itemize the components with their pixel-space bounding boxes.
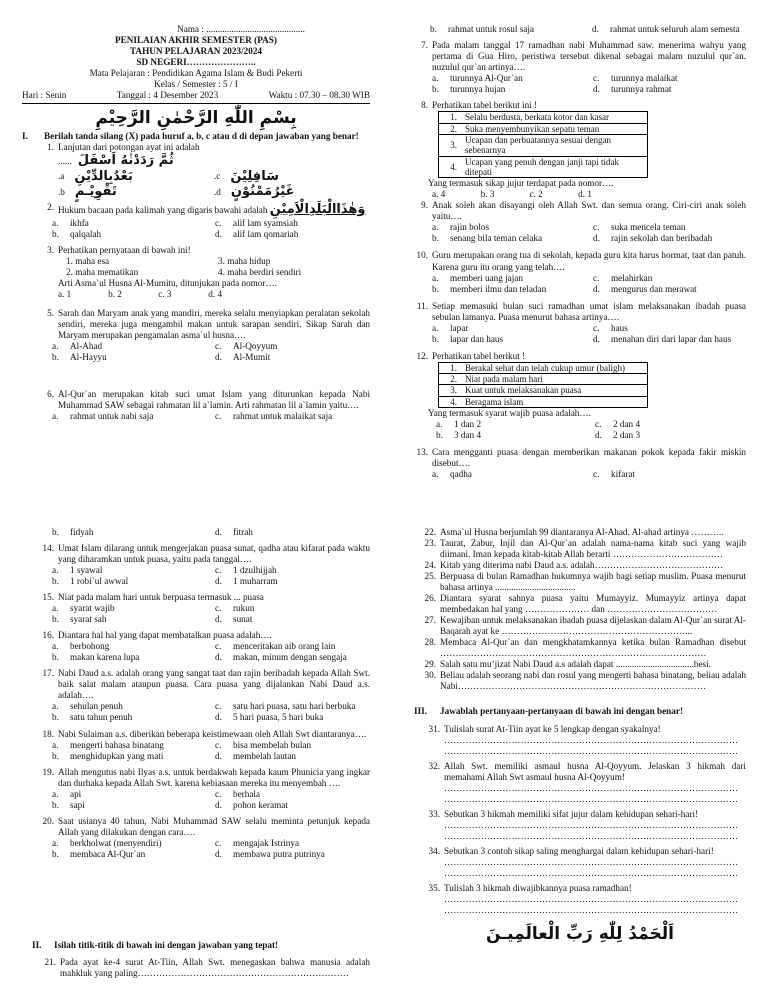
q6-option-c[interactable]: rahmat untuk malaikat saja (233, 411, 333, 422)
q20-option-c[interactable]: mengajak Istrinya (233, 837, 300, 848)
table-row: 2. Suka menyembunyikan sepatu teman (439, 123, 648, 134)
list-item[interactable]: 35. Tulislah 3 hikmah diwajibkannya puasa ramadhan! …………………………………………………………………………………… …………………………………………………………………………………… (428, 882, 738, 915)
essay-list (414, 724, 746, 917)
exam-title: PENILAIAN AKHIR SEMESTER (PAS) (115, 35, 277, 46)
q13-option-a[interactable]: qadha (450, 469, 472, 480)
question-6: 6. Al-Qur`an merupakan kitab suci umat Islam yang diturunkan kepada Nabi Muhammad SAW sebagai rahmatan lil a`lamin. Arti rahmatan lil a`lamin yaitu…. a. rahmat untuk nabi saja c. rahmat untuk malaikat saja (47, 389, 370, 422)
q5-option-d[interactable]: Al-Mumit (233, 352, 271, 362)
q7-option-c[interactable]: turunnya malaikat (611, 73, 678, 84)
question-15: 15. Niat pada malam hari untuk berpuasa termasuk ... puasa a. syarat wajib c. rukun b. syarat sah d. sunat (42, 592, 264, 625)
q3-option-a[interactable]: a. 1 (58, 288, 72, 299)
q2-option-c[interactable]: alif lam syamsiah (233, 217, 298, 228)
q14-option-b[interactable]: 1 robi`ul awwal (70, 576, 129, 587)
school-name: SD NEGERI………………….. (136, 57, 256, 68)
question-3: 3. Perhatikan pernyataan di bawah ini! 1. maha esa 3. maha hidup 2. maha mematikan 4. maha berdiri sendiri Arti Asma`ul Husna Al-Mumitu, ditunjukan pada nomor…. a. 1 b. 2 c. 3 d. 4 (47, 244, 302, 299)
q16-option-a[interactable]: berbohong (70, 641, 110, 652)
q11-option-c[interactable]: haus (611, 322, 628, 333)
question-1: 1. Lanjutan dari potongan ayat ini adalah ...... ثُمَّ رَدَدْنٰهُ اَسْفَلَ .a بَعْدُبِالدِّيْنِ .c سَافِلِيْنَ .b تَقْوِيْـمٍ .d غَيْرُمَمْنُوْنٍ (47, 142, 295, 200)
q7-option-b[interactable]: turunnya hujan (450, 84, 506, 95)
q7-option-d[interactable]: turunnya rahmat (611, 84, 672, 95)
q19-option-b[interactable]: sapi (70, 799, 85, 810)
q8-table (438, 111, 648, 178)
name-line: Nama : ........................................... (177, 24, 305, 34)
q12-option-d[interactable]: 2 dan 3 (613, 430, 641, 441)
q16-option-b[interactable]: makan karena lupa (70, 652, 140, 663)
q12-option-b[interactable]: 3 dan 4 (454, 430, 482, 441)
section-2 (32, 940, 370, 979)
list-item[interactable]: 24. Kitab yang diterima nabi Daud a.s. adalah…………………………………… (424, 560, 724, 571)
academic-year: TAHUN PELAJARAN 2023/2024 (129, 46, 263, 57)
list-item[interactable]: 27. Kewajiban untuk melaksanakan ibadah puasa dijelaskan dalam Al-Qur`an surat Al-Baqarah ayat ke ……………………………………………………... (424, 615, 746, 637)
question-9: 9. Anak soleh akan disayangi oleh Allah Swt. dan semua orang. Ciri-ciri anak soleh yaitu…. a. rajin bolos c. suka mencela teman b. senang bila teman celaka d. rajin sekolah dan beribadah (421, 200, 746, 244)
question-21[interactable]: 21. Pada ayat ke-4 surat At-Tiin, Allah Swt. menegaskan bahwa manusia adalah mahkluk yang paling…………………………………………………………… (44, 957, 370, 979)
question-13: 13. Cara mengganti puasa dengan memberikan makanan pokok kepada fakir miskin disebut…. a. qadha c. kifarat (416, 447, 746, 480)
header-divider (22, 103, 370, 104)
question-17: 17. Nabi Daud a.s. adalah orang yang sangat taat dan rajin beribadah kepada Allah Swt. baik salat malam ataupun puasa. Cara puasa yang dijalankan Nabi Daud a.s. adalah…. a. sehulan penuh c. satu hari puasa, satu hari berbuka b. satu tahun penuh d. 5 hari puasa, 5 hari buka (42, 668, 370, 723)
question-18: 18. Nabi Sulaiman a.s. diberikan beberapa keistimewaan oleh Allah Swt diantaranya…. a. mengerti bahasa binatang c. bisa membelah bulan b. menghidupkan yang mati d. membelah lautan (42, 728, 367, 761)
class-line: Kelas / Semester : 5 / I (154, 79, 238, 90)
q1-option-a[interactable]: بَعْدُبِالدِّيْنِ (74, 168, 133, 184)
q18-option-b[interactable]: menghidupkan yang mati (70, 750, 164, 761)
q8-option-b[interactable]: b. 3 (480, 189, 495, 200)
q10-option-a[interactable]: memberi uang jajan (450, 272, 523, 283)
question-11: 11. Setiap memasuki bulan suci ramadhan umat islam melaksanakan ibadah puasa sebulan lamanya. Puasa menurut bahasa artinya…. a. lapar c. haus b. lapar dan haus d. menahan diri dari lapar dan haus (416, 300, 746, 344)
section-1-title: I. Berilah tanda silang (X) pada huruf a, b, c atau d di depan jawaban yang benar! (22, 131, 359, 142)
hamdalah: اَلْحَمْدُ لِلّٰهِ رَبِّ الْعالَمِيـنَ (486, 924, 674, 944)
q3-option-c[interactable]: c. 3 (158, 288, 172, 299)
list-item[interactable]: 26. Diantara syarat sahnya puasa yaitu Mumayyiz. Mumayyiz artinya dapat membedakan hal yang ………………… dan ……………………………… (424, 593, 746, 615)
q6-option-d[interactable]: rahmat untuk seluruh alam semesta (610, 24, 740, 34)
q20-option-d[interactable]: membawa putra putrinya (233, 848, 325, 859)
q6-option-a[interactable]: rahmat untuk nabi saja (70, 411, 154, 422)
header (22, 24, 370, 104)
list-item[interactable]: 28. Membaca Al-Qur`an dan mengkhatamkannya ketika bulan Ramadhan disebut …………………………………………………………………………… (424, 637, 746, 659)
q17-option-a[interactable]: sehulan penuh (70, 701, 123, 712)
section-2-title: II. Isilah titik-titik di bawah ini dengan jawaban yang tepat! (32, 940, 279, 950)
q15-option-b[interactable]: syarat sah (70, 614, 107, 625)
question-16: 16. Diantara hal hal yang dapat membatalkan puasa adalah…. a. berbohong c. menceritakan aib orang lain b. makan karena lupa d. makan, minum dengan sengaja (42, 630, 347, 663)
time: Waktu : 07.30 – 08.30 WIB (268, 90, 370, 101)
q2-option-a[interactable]: ikhfa (70, 217, 89, 228)
q6-continued: b. rahmat untuk rosul saja d. rahmat untuk seluruh alam semesta (430, 24, 740, 34)
q13-option-c[interactable]: kifarat (611, 469, 635, 480)
q7-option-a[interactable]: turunnya Al-Qur`an (450, 73, 523, 84)
question-7: 7. Pada malam tanggal 17 ramadhan nabi Muhammad saw. menerima wahyu yang pertama di Gua Hiro, peristiwa tersebut dikenal sebagai malam nuzulul qur`an. nuzulul qur`an artinya…. a. turunnya Al-Qur`an c. turunnya malaikat b. turunnya hujan d. turunnya rahmat (421, 40, 746, 95)
q9-option-b[interactable]: senang bila teman celaka (450, 233, 543, 244)
q13-option-b[interactable]: fidyah (70, 527, 94, 537)
q5-option-b[interactable]: Al-Hayyu (70, 352, 107, 362)
table-row: 3. Ucapan dan perbuatannya sesuai dengan sebenarnya (439, 134, 648, 156)
q1-arabic-verse: ثُمَّ رَدَدْنٰهُ اَسْفَلَ (77, 153, 174, 169)
q18-option-c[interactable]: bisa membelah bulan (233, 739, 312, 750)
q8-option-d[interactable]: d. 1 (578, 189, 592, 200)
left-column-bottom (36, 527, 370, 860)
q10-option-b[interactable]: memberi ilmu dan teladan (450, 283, 547, 294)
q3-option-d[interactable]: d. 4 (208, 288, 223, 299)
question-10: 10. Guru merupakan orang tua di sekolah, kepada guru kita harus hormat, taat dan patuh. Karena guru itu orang yang telah…. a. memberi uang jajan c. melahirkan b. memberi ilmu dan teladan d. mengurus dan merawat (416, 250, 746, 294)
q8-option-c[interactable]: c. 2 (529, 189, 543, 200)
table-row: 3. Kuat untuk melaksanakan puasa (439, 385, 648, 396)
q9-option-a[interactable]: rajin bolos (450, 222, 490, 233)
list-item[interactable]: 29. Salah satu mu’jizat Nabi Daud a.s adalah dapat ..................................besi. (424, 659, 711, 670)
q10-option-c[interactable]: melahirkan (611, 272, 653, 283)
q15-option-d[interactable]: sunat (233, 614, 253, 625)
q19-option-d[interactable]: pohon keramat (233, 799, 288, 810)
right-column-bottom (414, 527, 746, 944)
left-column-top (22, 24, 370, 422)
list-item[interactable]: 32. Allah Swt. memiliki asmaul husna Al-Qoyyum. Jelaskan 3 hikmah dari memahami Allah Swt asmaul husna Al-Qoyyum! …………………………………………………………………………………… …………………………………………………………………………………… (428, 760, 746, 804)
q19-option-a[interactable]: api (70, 788, 82, 799)
q11-option-b[interactable]: lapar dan haus (450, 333, 504, 344)
q2-arabic-phrase: وَهٰذَاالْبَلَدِالْاَمِيْنِ (269, 202, 366, 218)
q13-continued: b. fidyah d. fitrah (52, 527, 253, 537)
question-5: 5. Sarah dan Maryam anak yang mandiri, mereka selalu menyiapkan peralatan sekolah sendiri, mereka juga mengambil makan untuk sarapan sendiri. Sikap Sarah dan Maryam merupakan pengamalan asma`ul husna…. a. Al-Ahad c. Al-Qoyyum b. Al-Hayyu d. Al-Mumit (47, 307, 370, 362)
q12-option-a[interactable]: 1 dan 2 (454, 419, 482, 430)
q15-option-c[interactable]: rukun (233, 603, 255, 614)
q1-option-b[interactable]: تَقْوِيْـمٍ (74, 184, 117, 200)
section-3-title: III. Jawablah pertanyaan-pertanyaan di bawah ini dengan benar! (414, 706, 684, 717)
q2-option-b[interactable]: qalqalah (70, 228, 102, 239)
q5-option-c[interactable]: Al-Qoyyum (233, 340, 278, 351)
table-row: 4. Ucapan yang penuh dengan janji tapi tidak ditepati (439, 156, 648, 178)
q16-option-c[interactable]: menceritakan aib orang lain (233, 641, 336, 652)
q16-option-d[interactable]: makan, minum dengan sengaja (233, 652, 347, 663)
q1-option-d[interactable]: غَيْرُمَمْنُوْنٍ (230, 184, 295, 200)
q3-option-b[interactable]: b. 2 (108, 288, 122, 299)
list-item[interactable]: 34. Sebutkan 3 contoh sikap saling menghargai dalam kehidupan sehari-hari! …………………………………………………………………………………… …………………………………………………………………………………… (428, 845, 738, 878)
question-19: 19. Allah mengutus nabi Ilyas a.s. untuk berdakwah kepada kaum Phunicia yang ingkar dan durhaka kepada Allah Swt. karena kebiasaan mereka itu menyembah …. a. api c. berhala b. sapi d. pohon keramat (42, 766, 370, 810)
q15-option-a[interactable]: syarat wajib (70, 603, 115, 614)
q18-option-a[interactable]: mengerti bahasa binatang (70, 739, 164, 750)
q9-option-c[interactable]: suka mencela teman (611, 222, 686, 233)
q14-option-c[interactable]: 1 dzulhijjah (233, 565, 277, 576)
q17-option-c[interactable]: satu hari puasa, satu hari berbuka (233, 701, 356, 712)
table-row: 2. Niat pada malam hari (439, 374, 648, 385)
question-8: 8. Perhatikan tabel berikut ini ! 1. Selalu berdusta, berkata kotor dan kasar 2. Suka menyembunyikan sepatu teman 3. Ucapan dan perbuatannya sesuai dengan sebenarnya 4. Ucapan yang penuh dengan janji tapi tidak ditepati Yang termasuk sikap jujur terdapat pada nomor…. a. 4 b. 3 c. 2 d. 1 (410, 100, 746, 200)
q11-option-d[interactable]: menahan diri dari lapar dan haus (611, 333, 732, 344)
q6-option-b[interactable]: rahmat untuk rosul saja (448, 24, 534, 34)
list-item[interactable]: 22. Asma`ul Husna berjumlah 99 diantaranya Al-Ahad. Al-ahad artinya ……….. (424, 527, 724, 537)
question-14: 14. Umat Islam dilarang untuk mengerjakan puasa sunat, qadha atau kifarat pada waktu yang diharamkan untuk puasa, yaitu pada tanggal…. a. 1 syawal c. 1 dzulhijjah b. 1 robi`ul awwal d. 1 muharram (42, 543, 370, 587)
question-20: 20. Saat usianya 40 tahun, Nabi Muhammad SAW selalu meminta petunjuk kepada Allah yang dilakukan dengan cara…. a. berkholwat (menyendiri) c. mengajak Istrinya b. membaca Al-Qur`an d. membawa putra putrinya (42, 815, 370, 859)
q12-table (438, 362, 648, 408)
q14-option-d[interactable]: 1 muharram (233, 576, 278, 587)
list-item[interactable]: 31. Tulislah surat At-Tiin ayat ke 5 lengkap dengan syakalnya! …………………………………………………………………………………… …………………………………………………………………………………… (428, 723, 738, 756)
date: Tanggal : 4 Desember 2023 (116, 90, 219, 101)
list-item[interactable]: 30. Beliau adalah seorang nabi dan rosul yang mengerti bahasa binatang, beliau adalah Nabi……………………………………………………………………… (424, 670, 746, 692)
table-row: 1. Berakal sehat dan telah cukup umur (baligh) (439, 362, 648, 373)
list-item[interactable]: 25. Berpuasa di bulan Ramadhan hukumnya wajib bagi setiap muslim. Puasa menurut bahasa artinya ................................... (424, 571, 746, 593)
q20-option-a[interactable]: berkholwat (menyendiri) (70, 837, 162, 848)
right-column-top (410, 24, 746, 480)
day: Hari : Senin (22, 90, 67, 101)
q14-option-a[interactable]: 1 syawal (70, 565, 103, 576)
isian-list (414, 527, 746, 692)
table-row: 4. Beragama islam (439, 396, 648, 407)
q17-option-d[interactable]: 5 hari puasa, 5 hari buka (233, 712, 324, 723)
q9-option-d[interactable]: rajin sekolah dan beribadah (611, 233, 713, 244)
q17-option-b[interactable]: satu tahun penuh (70, 712, 133, 723)
list-item[interactable]: 23. Taurat, Zabur, Injil dan Al-Qur`an adalah nama-nama kitab suci yang wajib diimani. Iman kepada kitab-kitab Allah berarti ……………………………… (424, 538, 746, 560)
table-row: 1. Selalu berdusta, berkata kotor dan kasar (439, 112, 648, 123)
basmalah: بِسْمِ اللّٰهِ الرَّحْمٰنِ الرَّحِيْمِ (95, 108, 297, 129)
q10-option-d[interactable]: mengurus dan merawat (611, 283, 697, 294)
q11-option-a[interactable]: lapar (450, 322, 469, 333)
q5-option-a[interactable]: Al-Ahad (70, 340, 103, 351)
q8-option-a[interactable]: a. 4 (432, 189, 446, 200)
q12-option-c[interactable]: 2 dan 4 (613, 419, 641, 430)
q18-option-d[interactable]: membelah lautan (233, 750, 297, 761)
question-2: 2. Hukum bacaan pada kalimah yang digaris bawahi adalah وَهٰذَاالْبَلَدِالْاَمِيْنِ a. ikhfa c. alif lam syamsiah b. qalqalah d. alif lam qomariah (47, 202, 366, 239)
q19-option-c[interactable]: berhala (233, 788, 261, 799)
question-12: 12. Perhatikan tabel berikut ! 1. Berakal sehat dan telah cukup umur (baligh) 2. Niat pada malam hari 3. Kuat untuk melaksanakan puasa 4. Beragama islam Yang termasuk syarat wajib puasa adalah…. a. 1 dan 2 c. 2 dan 4 b. 3 dan 4 d. 2 dan 3 (410, 351, 746, 442)
q1-option-c[interactable]: سَافِلِيْنَ (230, 168, 279, 184)
subject-line: Mata Pelajaran : Pendidikan Agama Islam & Budi Pekerti (89, 68, 303, 79)
list-item[interactable]: 33. Sebutkan 3 hikmah memiliki sifat jujur dalam kehidupan sehari-hari! …………………………………………………………………………………… …………………………………………………………………………………… (428, 808, 738, 841)
q2-option-d[interactable]: alif lam qomariah (233, 228, 299, 239)
q20-option-b[interactable]: membaca Al-Qur`an (70, 848, 146, 859)
schedule-line (22, 90, 370, 101)
q13-option-d[interactable]: fitrah (233, 527, 253, 537)
